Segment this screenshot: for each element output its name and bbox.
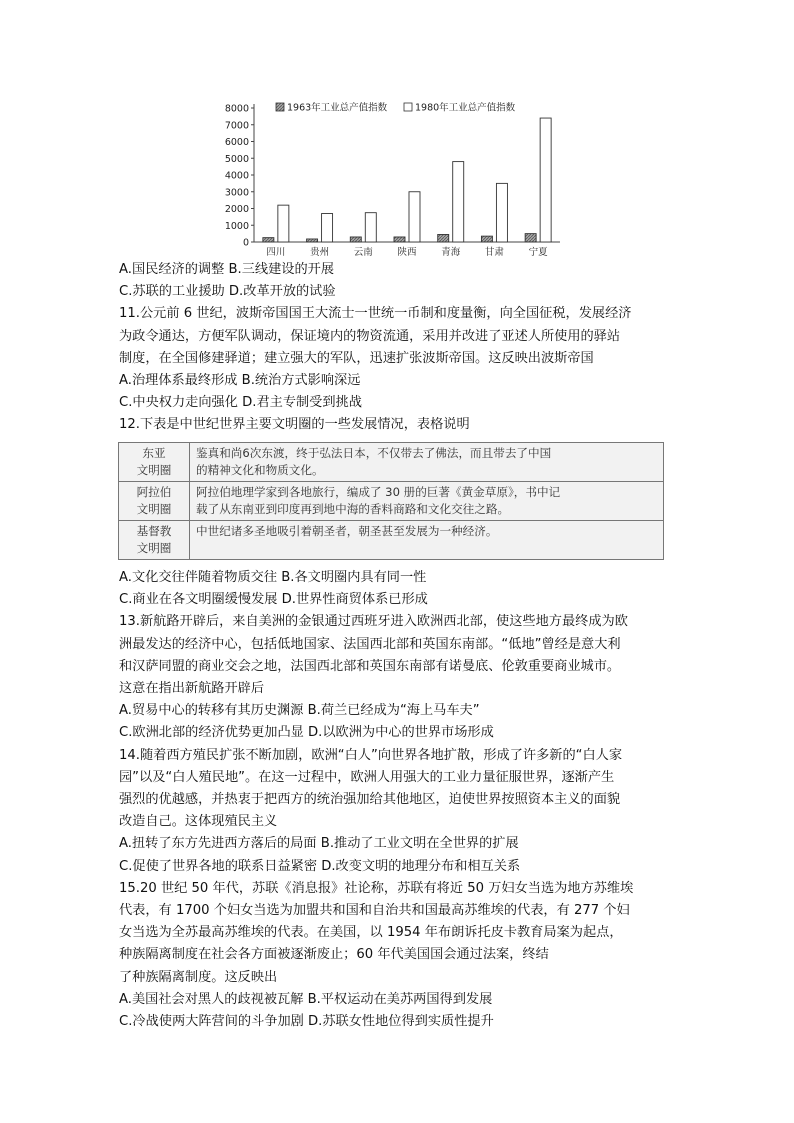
block2-line-13: C.促使了世界各地的联系日益紧密 D.改变文明的地理分布和相互关系 (119, 858, 521, 874)
block2-line-16: 女当选为全苏最高苏维埃的代表。在美国，以 1954 年布朗诉托皮卡教育局案为起点， (119, 925, 623, 941)
bar-1980-2 (365, 213, 376, 242)
y-tick-label: 8000 (224, 103, 249, 115)
block2-line-1: C.商业在各文明圈缓慢发展 D.世界性商贸体系已形成 (119, 592, 428, 608)
civilization-desc-cell (190, 443, 664, 482)
block2-line-7: C.欧洲北部的经济优势更加凸显 D.以欧洲为中心的世界市场形成 (119, 725, 494, 741)
y-tick-label: 5000 (224, 153, 249, 165)
legend-label-1: 1980年工业总产值指数 (415, 102, 516, 114)
block2-line-19: A.美国社会对黑人的歧视被瓦解 B.平权运动在美苏两国得到发展 (119, 991, 493, 1007)
industrial-output-bar-chart (216, 96, 566, 260)
bar-1980-1 (322, 214, 333, 242)
civilization-desc: 鉴真和尚6次东渡，终于弘法日本，不仅带去了佛法，而且带去了中国 (196, 446, 552, 460)
bar-1963-2 (350, 237, 361, 242)
table-row (119, 443, 664, 482)
block2-line-8: 14.随着西方殖民扩张不断加剧，欧洲“白人”向世界各地扩散，形成了许多新的“白人家 (119, 747, 623, 763)
table-row (119, 521, 664, 560)
y-tick-label: 1000 (224, 220, 249, 232)
bar-1980-4 (453, 162, 464, 242)
bar-1980-0 (278, 205, 289, 242)
block1-line-7: 12.下表是中世纪世界主要文明圈的一些发展情况，表格说明 (119, 417, 470, 433)
y-tick-label: 6000 (224, 137, 249, 148)
x-category-label: 云南 (353, 247, 373, 258)
block2-line-20: C.冷战使两大阵营间的斗争加剧 D.苏联女性地位得到实质性提升 (119, 1014, 494, 1030)
civilization-name-cell (119, 482, 190, 521)
bar-1963-1 (307, 239, 318, 242)
block2-line-5: 这意在指出新航路开辟后 (119, 681, 265, 697)
block2-line-6: A.贸易中心的转移有其历史渊源 B.荷兰已经成为“海上马车夫” (119, 703, 480, 719)
block2-line-12: A.扭转了东方先进西方落后的局面 B.推动了工业文明在全世界的扩展 (119, 836, 519, 852)
block1-line-3: 为政令通达，方便军队调动，保证境内的物资流通，采用并改进了亚述人所使用的驿站 (119, 328, 621, 344)
civilization-name: 东亚 (142, 446, 166, 460)
legend-label-0: 1963年工业总产值指数 (287, 102, 388, 114)
table-row (119, 482, 664, 521)
block2-line-9: 园”以及“白人殖民地”。在这一过程中，欧洲人用强大的工业力量征服世界，逐渐产生 (119, 769, 615, 785)
bar-1963-0 (263, 238, 274, 242)
civilization-name: 文明圈 (136, 502, 172, 516)
y-tick-label: 4000 (224, 170, 249, 182)
civilization-desc: 阿拉伯地理学家到各地旅行，编成了 30 册的巨著《黄金草原》，书中记 (196, 485, 561, 499)
legend-swatch-0 (276, 103, 284, 111)
block1-line-0: A.国民经济的调整 B.三线建设的开展 (119, 262, 335, 277)
bar-1963-3 (394, 237, 405, 242)
block2-line-3: 洲最发达的经济中心，包括低地国家、法国西北部和英国东南部。“低地”曾经是意大利 (119, 636, 621, 652)
bar-1963-5 (481, 236, 492, 242)
questions-12-15-text (119, 567, 694, 1033)
bar-1980-3 (409, 192, 420, 242)
block2-line-15: 代表，有 1700 个妇女当选为加盟共和国和自治共和国最高苏维埃的代表，有 277 个妇 (119, 903, 630, 919)
block1-line-5: A.治理体系最终形成 B.统治方式影响深远 (119, 373, 361, 389)
x-category-label: 四川 (266, 247, 286, 258)
block2-line-17: 种族隔离制度在社会各方面被逐渐废止；60 年代美国国会通过法案，终结 (119, 947, 549, 963)
x-category-label: 青海 (441, 247, 461, 258)
block2-line-2: 13.新航路开辟后，来自美洲的金银通过西班牙进入欧洲西北部，使这些地方最终成为欧 (119, 614, 628, 630)
bar-1980-5 (496, 183, 507, 242)
x-category-label: 甘肃 (484, 247, 504, 258)
x-category-label: 陕西 (397, 247, 417, 258)
block1-line-2: 11.公元前 6 世纪，波斯帝国国王大流士一世统一币制和度量衡，向全国征税，发展经济 (119, 306, 632, 322)
block2-line-18: 了种族隔离制度。这反映出 (119, 969, 278, 985)
civilization-name: 文明圈 (136, 463, 172, 477)
block2-line-0: A.文化交往伴随着物质交往 B.各文明圈内具有同一性 (119, 570, 427, 585)
block1-line-1: C.苏联的工业援助 D.改革开放的试验 (119, 284, 336, 300)
civilization-desc-cell (190, 482, 664, 521)
civilization-desc: 的精神文化和物质文化。 (196, 463, 324, 477)
bar-1963-4 (438, 234, 449, 242)
civilization-name: 文明圈 (136, 541, 172, 555)
block1-line-4: 制度，在全国修建驿道；建立强大的军队，迅速扩张波斯帝国。这反映出波斯帝国 (119, 350, 594, 366)
civilization-desc: 中世纪诸多圣地吸引着朝圣者，朝圣甚至发展为一种经济。 (196, 524, 498, 538)
y-tick-label: 7000 (224, 120, 249, 132)
x-category-label: 宁夏 (528, 247, 548, 258)
civilization-desc: 载了从东南亚到印度再到地中海的香料商路和文化交往之路。 (196, 502, 510, 516)
civilization-name-cell (119, 521, 190, 560)
civilization-name: 基督教 (136, 524, 172, 538)
civilization-name: 阿拉伯 (136, 485, 172, 499)
x-category-label: 贵州 (310, 247, 330, 258)
y-tick-label: 3000 (224, 187, 249, 199)
bar-1980-6 (540, 118, 551, 242)
block2-line-4: 和汉萨同盟的商业交会之地，法国西北部和英国东南部有诺曼底、伦敦重要商业城市。 (119, 658, 621, 674)
legend-swatch-1 (404, 103, 412, 111)
block2-line-14: 15.20 世纪 50 年代，苏联《消息报》社论称，苏联有将近 50 万妇女当选为地方苏维埃 (119, 880, 634, 896)
civilization-circles-table (118, 442, 664, 560)
y-tick-label: 2000 (224, 204, 249, 215)
block2-line-11: 改造自己。这体现殖民主义 (119, 814, 278, 830)
bar-1963-6 (525, 234, 536, 242)
questions-10-12-text (119, 259, 694, 437)
block2-line-10: 强烈的优越感，并热衷于把西方的统治强加给其他地区，迫使世界按照资本主义的面貌 (119, 792, 621, 808)
civilization-desc-cell (190, 521, 664, 560)
civilization-name-cell (119, 443, 190, 482)
y-tick-label: 0 (242, 237, 249, 249)
block1-line-6: C.中央权力走向强化 D.君主专制受到挑战 (119, 395, 362, 411)
